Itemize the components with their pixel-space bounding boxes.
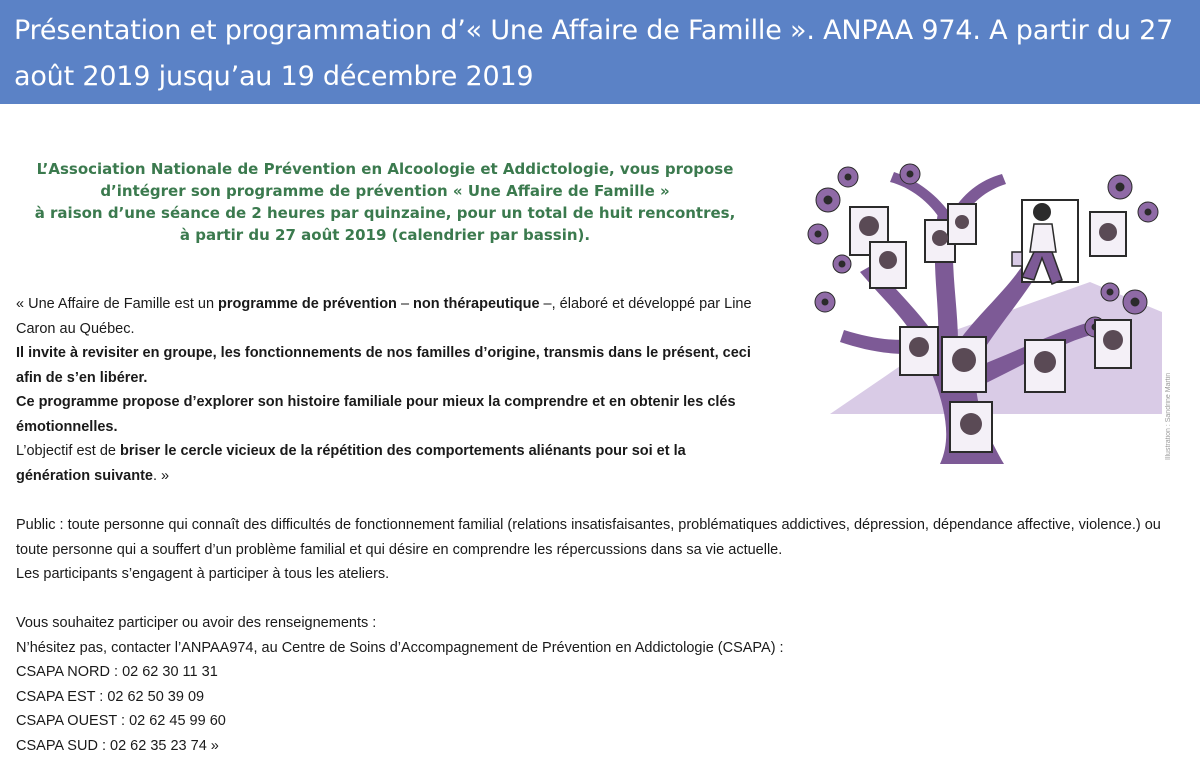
illustration-credit: Illustration : Sandrine Martin [1165, 372, 1172, 460]
program-description [16, 292, 756, 488]
intro-line: à partir du 27 août 2019 (calendrier par bassin). [179, 226, 591, 244]
person-with-lantern-icon [1012, 200, 1078, 284]
description-paragraph [16, 390, 756, 439]
family-tree-illustration [790, 152, 1180, 472]
text-span: . » [152, 467, 170, 484]
description-paragraph [16, 292, 756, 341]
audience-block [16, 513, 1186, 587]
page-title: Présentation et programmation d’« Une Affaire de Famille ». ANPAA 974. A partir du 27 août 2019 jusqu’au 19 décembre 2019 [14, 15, 1174, 92]
tree-branch-icon [890, 172, 952, 222]
text-bold: Il invite à revisiter en groupe, les fonctionnements de nos familles d’origine, transmis dans le présent, ceci afin de s’en libérer. [16, 345, 751, 386]
intro-line: d’intégrer son programme de prévention « Une Affaire de Famille » [100, 182, 670, 200]
description-paragraph [16, 341, 756, 390]
text-bold: non thérapeutique [413, 296, 540, 312]
intro-line: L’Association Nationale de Prévention en Alcoologie et Addictologie, vous propose [36, 160, 734, 178]
text-span: – [396, 296, 414, 312]
text-span: « Une Affaire de Famille est un [16, 296, 219, 312]
contact-center: CSAPA SUD : 02 62 35 23 74 » [16, 737, 219, 754]
header-banner [0, 0, 1200, 104]
contact-center: CSAPA NORD : 02 62 30 11 31 [16, 664, 218, 680]
contact-block [16, 611, 1186, 758]
contact-center: CSAPA EST : 02 62 50 39 09 [16, 688, 205, 705]
intro-line: à raison d’une séance de 2 heures par quinzaine, pour un total de huit rencontres, [34, 204, 736, 222]
audience-paragraph: Public : toute personne qui connaît des difficultés de fonctionnement familial (relations insatisfaisantes, problématiques addictives, dépression, dépendance affective, violence.) ou toute personne qui a souffert d’un problème familial et qui désire en comprendre les répercussions dans sa vie actuelle. [16, 517, 1161, 558]
contact-center: CSAPA OUEST : 02 62 45 99 60 [16, 713, 226, 729]
text-bold: briser le cercle vicieux de la répétition des comportements aliénants pour soi et la génération suivante [16, 443, 686, 484]
text-span: L’objectif est de [16, 443, 120, 459]
text-bold: Ce programme propose d’explorer son histoire familiale pour mieux la comprendre et en obtenir les clés émotionnelles. [16, 394, 736, 435]
text-bold: programme de prévention [218, 296, 397, 312]
contact-line: N’hésitez pas, contacter l’ANPAA974, au Centre de Soins d’Accompagnement de Prévention en Addictologie (CSAPA) : [16, 639, 784, 656]
description-paragraph [16, 439, 756, 488]
intro-block [14, 158, 756, 246]
audience-paragraph: Les participants s’engagent à participer à tous les ateliers. [16, 566, 390, 582]
contact-intro: Vous souhaitez participer ou avoir des renseignements : [16, 615, 377, 631]
text-span: –, élaboré et développé par Line Caron au Québec. [16, 296, 752, 337]
